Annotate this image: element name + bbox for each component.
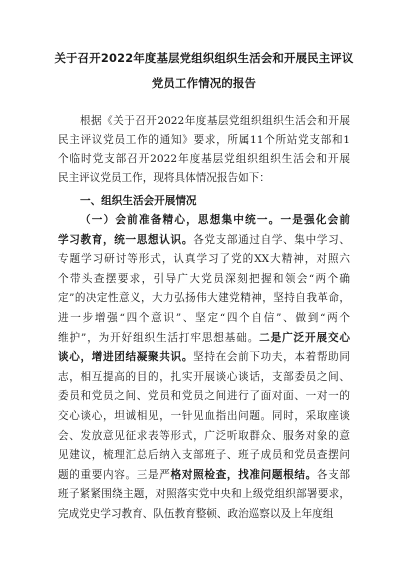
text-run: 题的重要内容。三是严 [58, 468, 171, 481]
body-line [58, 469, 350, 482]
text-run: 委员和党员之间、党员和党员之间进行了面对面、一对一的 [58, 390, 350, 403]
body-line [58, 292, 350, 305]
body-line [58, 390, 350, 403]
body-line [58, 488, 350, 501]
text-run: 各党支部通过自学、集中学习、 [193, 233, 351, 246]
body-line [80, 214, 350, 227]
text-run: 班子紧紧围绕主题，对照落实党中央和上级党组织部署要求， [58, 488, 350, 501]
body-line [58, 351, 350, 364]
body-line [58, 430, 350, 443]
body-line [58, 273, 350, 286]
intro-line: 个临时党支部召开2022年度基层党组织组织生活会和开展 [58, 153, 350, 165]
body-line [58, 508, 350, 521]
body-line [58, 253, 350, 266]
text-run: 志，相互提高的目的，扎实开展谈心谈话，支部委员之间、 [58, 370, 350, 383]
text-run: 完成党史学习教育、队伍教育整顿、政治巡察以及上年度组 [58, 508, 334, 520]
report-title-line-1: 关于召开2022年度基层党组织组织生活会和开展民主评议 [54, 51, 354, 65]
section-heading: 一、组织生活会开展情况 [80, 195, 197, 207]
text-run: 定”的决定性意义，大力弘扬伟大建党精神，坚持自我革命， [58, 292, 350, 305]
text-run: 个带头查摆要求，引导广大党员深刻把握和领会“两个确 [58, 272, 350, 285]
text-run: 各支部 [316, 468, 351, 481]
body-line [58, 234, 350, 247]
bold-phrase: 格对照检查，找准问题根结。 [170, 468, 317, 481]
intro-line: 民主评议党员工作，现将具体情况报告如下： [58, 172, 270, 184]
text-run: 坚持在会前下功夫，本着帮助同 [193, 351, 351, 364]
text-run: 维护”，为开好组织生活打牢思想基础。 [58, 331, 260, 344]
body-line [58, 332, 350, 345]
body-line [58, 410, 350, 423]
text-run: 见建议，梳理汇总后纳入支部班子、班子成员和党员查摆问 [58, 449, 350, 462]
intro-line: 民主评议党员工作的通知》要求，所属11个所站党支部和1 [58, 134, 350, 146]
text-run: 会、发放意见征求表等形式，广泛听取群众、服务对象的意 [58, 429, 350, 442]
report-title-line-2: 党员工作情况的报告 [151, 76, 257, 90]
bold-phrase: 谈心，增进团结凝聚共识。 [58, 351, 194, 364]
bold-phrase: 二是广泛开展交心 [259, 331, 351, 344]
bold-phrase: 学习教育，统一思想认识。 [58, 233, 194, 246]
body-line [58, 449, 350, 462]
body-line [58, 371, 350, 384]
text-run: 进一步增强“四个意识”、坚定“四个自信”、做到“两个 [58, 312, 350, 324]
intro-line: 根据《关于召开2022年度基层党组织组织生活会和开展 [80, 115, 350, 127]
bold-phrase: （一）会前准备精心，思想集中统一。一是强化会前 [80, 214, 350, 226]
text-run: 交心谈心，坦诚相见，一针见血指出问题。同时，采取座谈 [58, 410, 350, 422]
text-run: 专题学习研讨等形式，认真学习了党的XX大精神，对照六 [58, 253, 350, 266]
body-line [58, 312, 350, 325]
